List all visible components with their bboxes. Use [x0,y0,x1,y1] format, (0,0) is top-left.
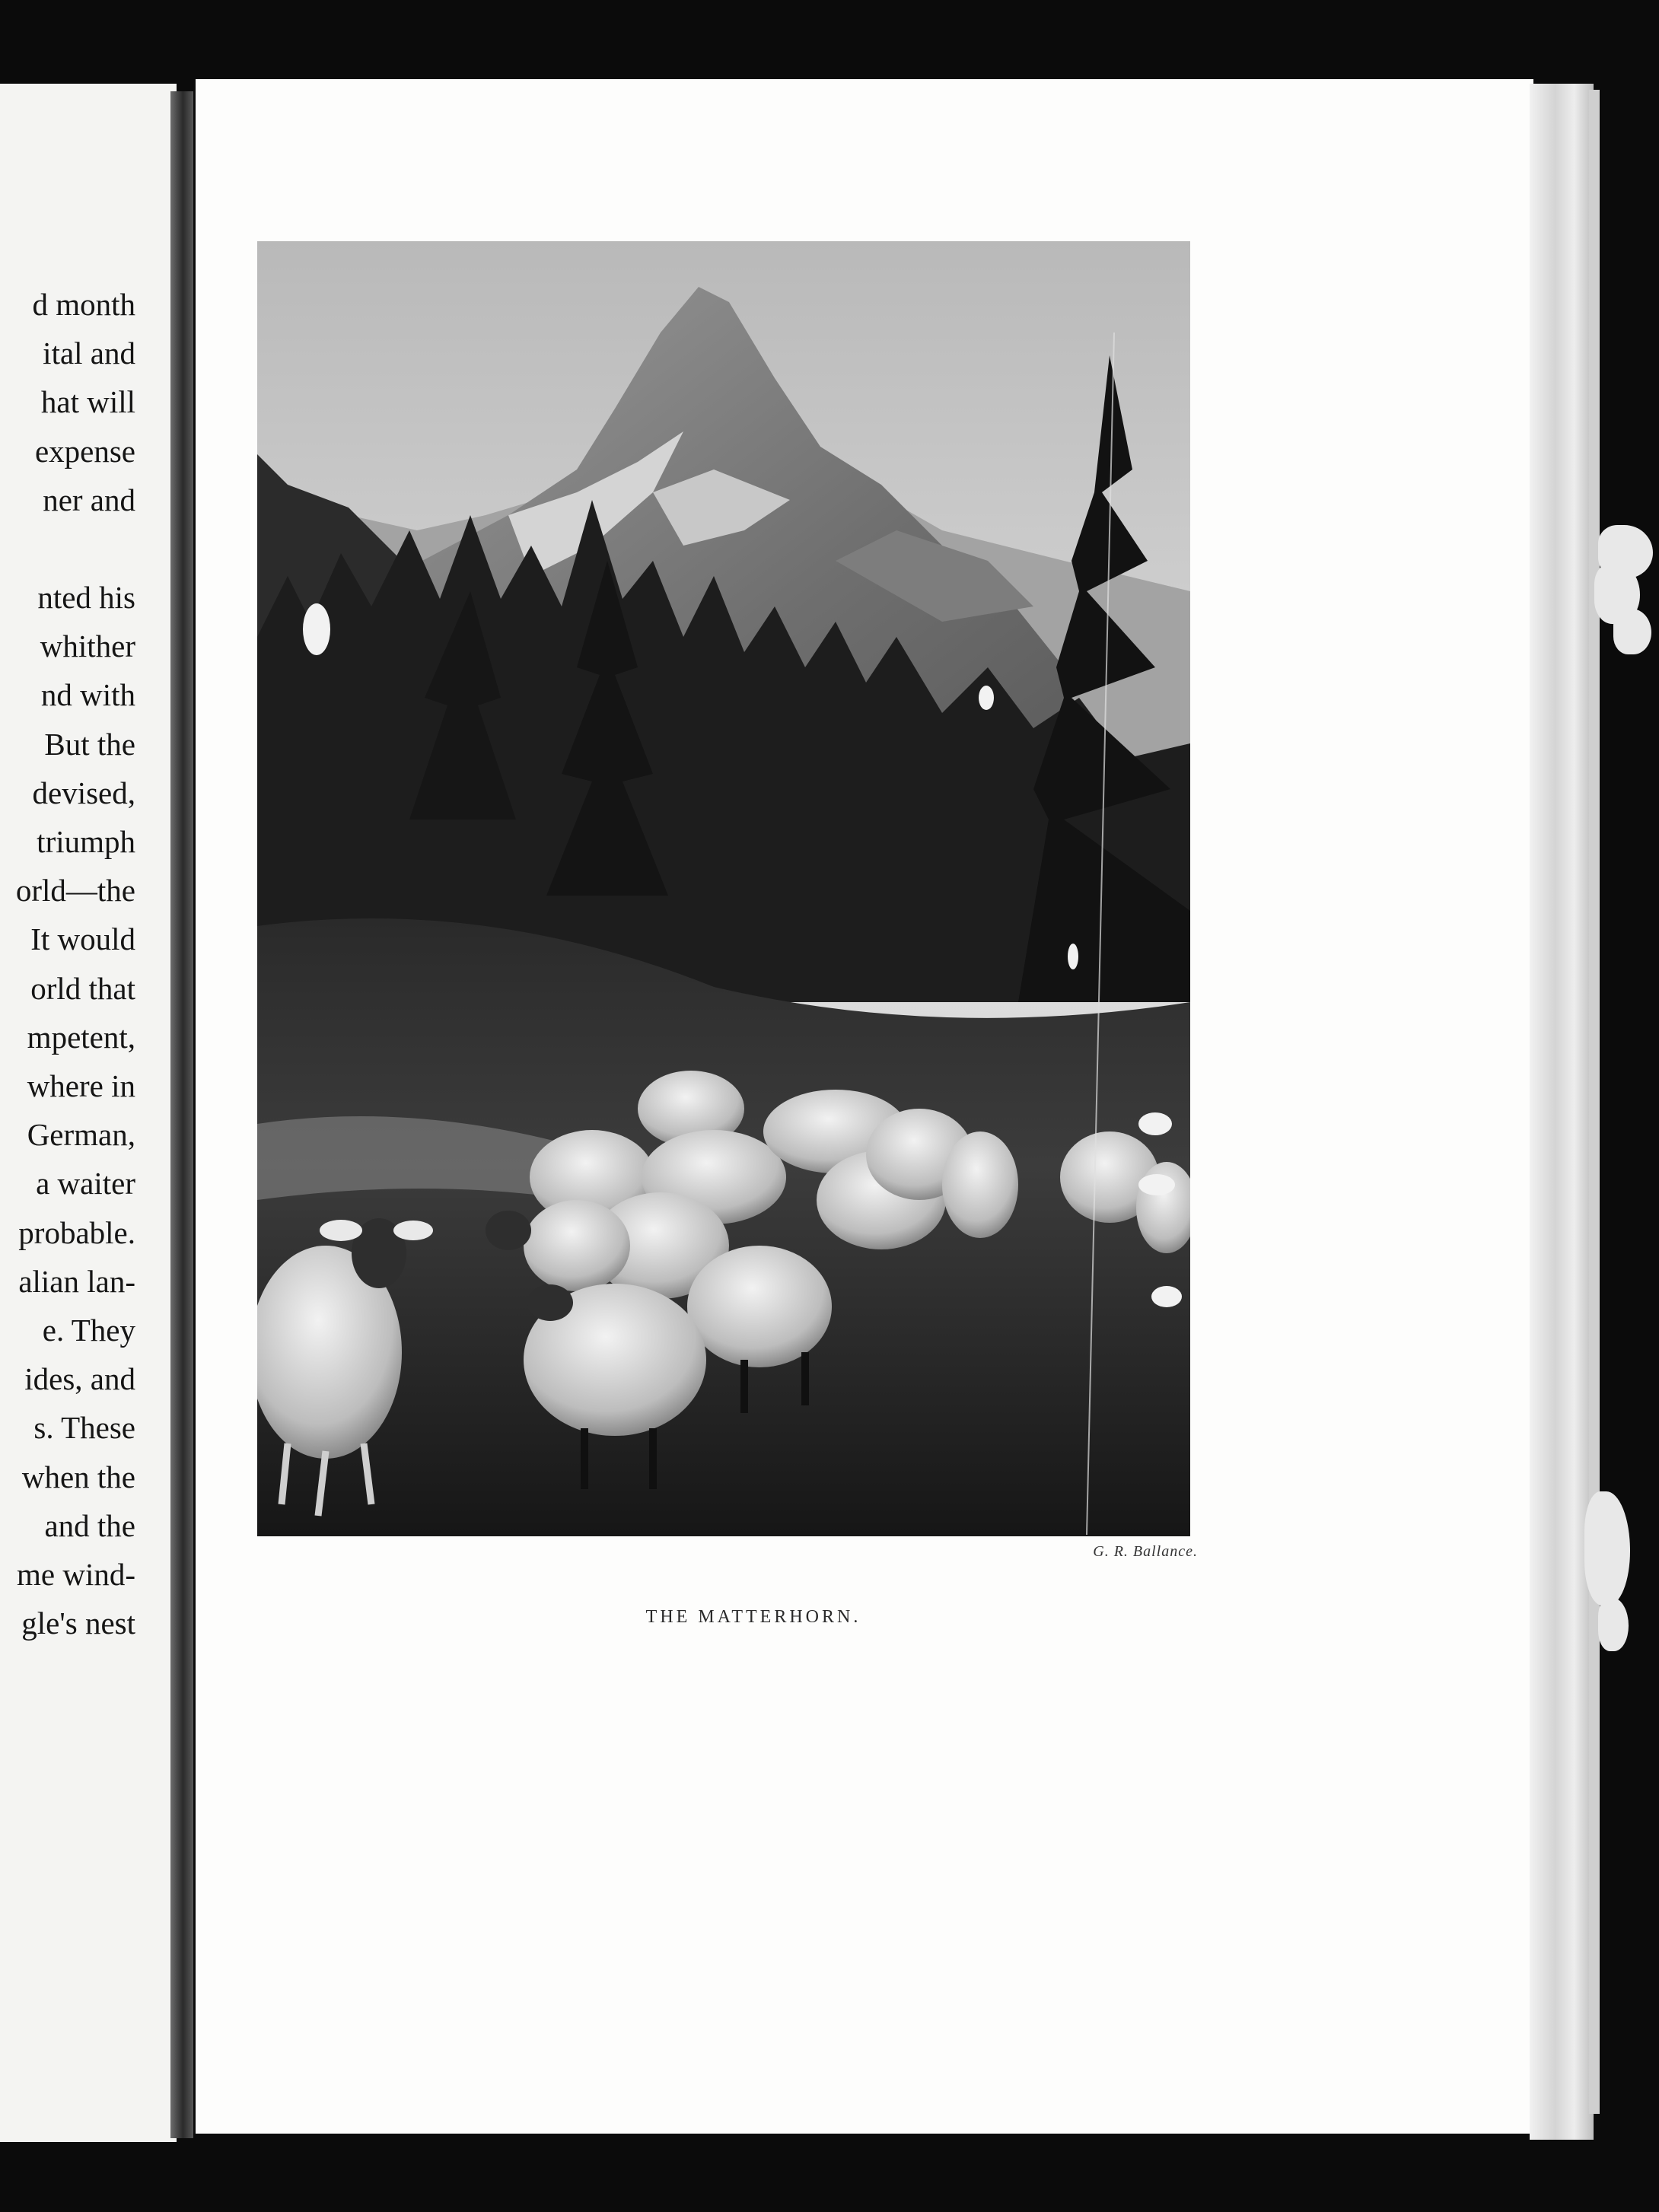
text-line: where in [27,1068,135,1104]
text-line: ner and [43,482,135,517]
text-line: triumph [37,824,135,860]
scan-speck [1613,609,1651,654]
text-line: expense [34,433,135,469]
page-edge-shadow [1589,90,1600,2114]
scan-speck [1584,1491,1630,1606]
text-line: German, [27,1117,135,1153]
scan-speck [1598,1598,1629,1651]
text-line: whither [40,629,135,664]
page-edge [1530,84,1594,2140]
text-line: ides, and [24,1361,135,1397]
text-line: devised, [32,775,135,810]
text-line: But the [44,726,135,762]
text-line: when the [21,1459,135,1494]
text-line: orld that [30,970,135,1006]
book-gutter [170,91,193,2138]
text-line: nd with [40,677,135,713]
text-line: It would [30,921,135,957]
paragraph-break [0,524,135,573]
plate-caption: THE MATTERHORN. [645,1607,861,1627]
text-line: hat will [40,384,135,420]
text-line: s. These [33,1410,135,1446]
text-line: orld—the [15,873,135,909]
photo-credit: G. R. Ballance. [1093,1543,1198,1560]
text-line: gle's nest [21,1606,135,1641]
text-line: nted his [37,580,135,616]
text-line: alian lan- [18,1263,135,1299]
text-line: d month [32,287,135,322]
text-line: a waiter [36,1166,135,1201]
text-line: probable. [18,1214,135,1250]
text-line: me wind- [17,1557,135,1593]
text-line: and the [44,1507,135,1543]
matterhorn-photograph [257,241,1190,1536]
left-page-text [0,280,135,1647]
text-line: e. They [42,1313,135,1348]
text-line: mpetent, [27,1019,135,1055]
text-line: ital and [43,336,135,371]
